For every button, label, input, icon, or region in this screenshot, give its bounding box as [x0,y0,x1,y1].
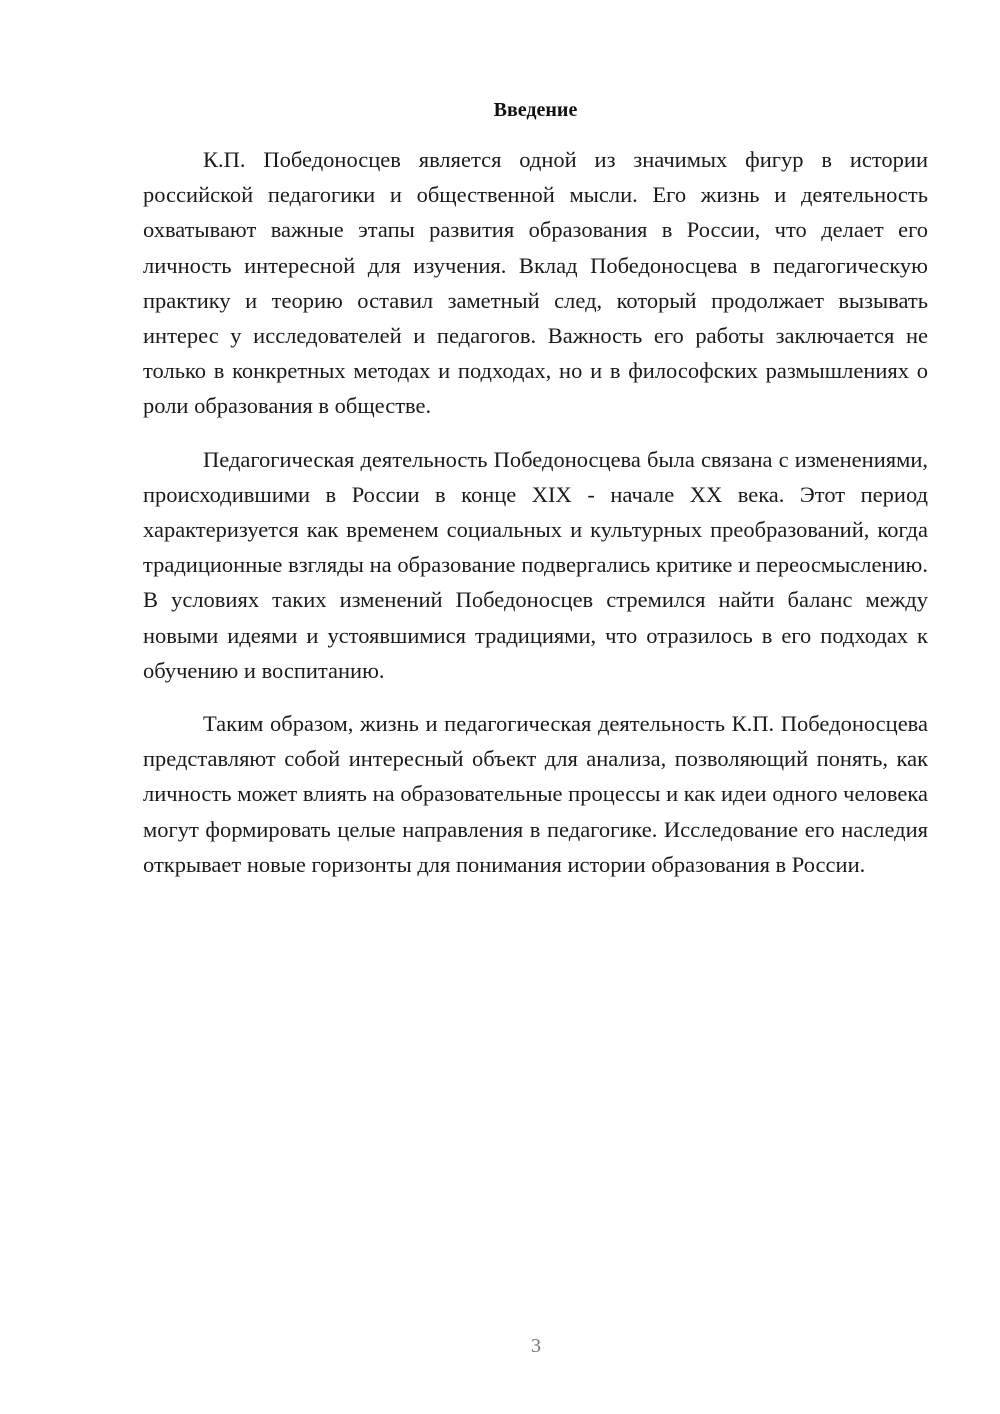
page-content [143,96,928,882]
page-number: 3 [531,1335,541,1357]
paragraph-3: Таким образом, жизнь и педагогическая деятельность К.П. Победоносцева представляют собой интересный объект для анализа, позволяющий понять, как личность может влиять на образовательные процессы и как идеи одного человека могут формировать целые направления в педагогике. Исследование его наследия открывает новые горизонты для понимания истории образования в России. [143,711,928,877]
paragraph-1: К.П. Победоносцев является одной из значимых фигур в истории российской педагогики и общественной мысли. Его жизнь и деятельность охватывают важные этапы развития образования в России, что делает его личность интересной для изучения. Вклад Победоносцева в педагогическую практику и теорию оставил заметный след, который продолжает вызывать интерес у исследователей и педагогов. Важность его работы заключается не только в конкретных методах и подходах, но и в философских размышлениях о роли образования в обществе. [143,147,928,419]
paragraph-2: Педагогическая деятельность Победоносцева была связана с изменениями, происходившими в России в конце XIX - начале XX века. Этот период характеризуется как временем социальных и культурных преобразований, когда традиционные взгляды на образование подвергались критике и переосмыслению. В условиях таких изменений Победоносцев стремился найти баланс между новыми идеями и устоявшимися традициями, что отразилось в его подходах к обучению и воспитанию. [143,446,928,683]
section-heading: Введение [493,99,578,121]
